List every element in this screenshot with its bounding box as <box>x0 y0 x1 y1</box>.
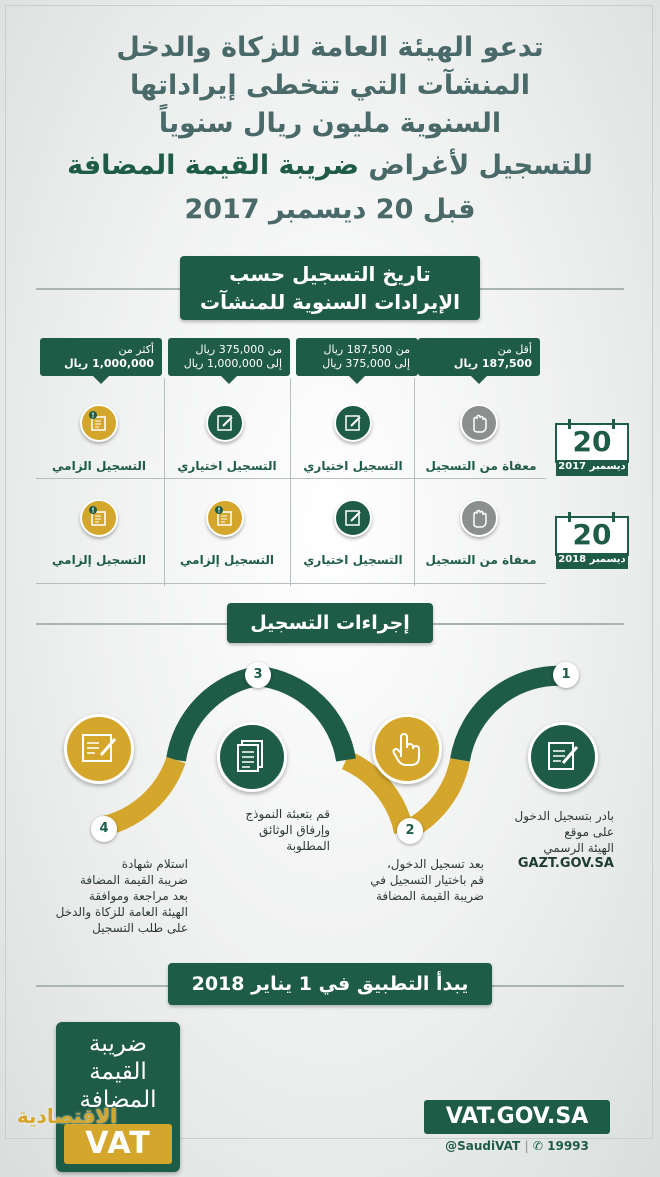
phone-number: 19993 <box>547 1139 589 1153</box>
column-header-3: من 375,000 ريال إلى 1,000,000 ريال <box>168 338 290 376</box>
calendar-month-year: ديسمبر 2018 <box>558 554 626 565</box>
cell-label: التسجيل اختياري <box>303 459 403 473</box>
calendar-icon-2017 <box>554 419 624 477</box>
cell-label: التسجيل إلزامي <box>52 553 146 567</box>
vat-logo <box>56 1022 180 1172</box>
edit-form-icon <box>334 404 372 442</box>
grid-divider <box>290 378 291 586</box>
headline-line-3: السنوية مليون ريال سنوياً <box>158 108 502 139</box>
step-number-4: 4 <box>91 816 117 842</box>
grid-divider <box>414 378 415 586</box>
cell-label: معفاة من التسجيل <box>425 459 537 473</box>
step-number-2: 2 <box>397 818 423 844</box>
cell-label: التسجيل الزامي <box>52 459 146 473</box>
cell-label: التسجيل اختياري <box>177 459 277 473</box>
edit-form-alert-icon <box>206 499 244 537</box>
step-1-text: بادر بتسجيل الدخول على موقع الهيئة الرسمي GAZT.GOV.SA <box>514 809 614 871</box>
column-header-4: أكثر من 1,000,000 ريال <box>40 338 162 376</box>
section1-title-line1: تاريخ التسجيل حسب <box>229 262 431 286</box>
logo-vat-badge: VAT <box>64 1124 172 1164</box>
headline-vat-highlight: ضريبة القيمة المضافة <box>67 150 359 181</box>
edit-form-icon <box>206 404 244 442</box>
logo-line-2: القيمة <box>89 1059 147 1085</box>
documents-icon <box>217 722 287 792</box>
section1-title-line2: الإيرادات السنوية للمنشآت <box>200 290 460 314</box>
cell-label: التسجيل اختياري <box>303 553 403 567</box>
section2-title: إجراءات التسجيل <box>227 603 433 643</box>
phone-icon: ✆ <box>532 1139 543 1153</box>
hand-stop-icon <box>460 499 498 537</box>
step-number-1: 1 <box>553 662 579 688</box>
twitter-handle[interactable]: @SaudiVAT <box>445 1139 521 1153</box>
logo-line-3: المضافة <box>79 1087 157 1113</box>
calendar-day: 20 <box>572 425 612 458</box>
certificate-icon <box>64 714 134 784</box>
headline-line-1: تدعو الهيئة العامة للزكاة والدخل <box>116 32 544 63</box>
cell-label: معفاة من التسجيل <box>425 553 537 567</box>
contact-row: @SaudiVAT | ✆ 19993 <box>445 1139 589 1153</box>
column-header-1: أقل من 187,500 ريال <box>418 338 540 376</box>
column-header-2: من 187,500 ريال إلى 375,000 ريال <box>296 338 418 376</box>
headline-line-2: المنشآت التي تتخطى إيراداتها <box>129 70 531 101</box>
calendar-month-year: ديسمبر 2017 <box>558 461 626 472</box>
headline-line-4-prefix: للتسجيل لأغراض <box>358 150 593 181</box>
hand-pointer-icon <box>372 714 442 784</box>
headline-deadline: قبل 20 ديسمبر 2017 <box>184 194 476 225</box>
step-3-text: قم بتعبئة النموذج وإرفاق الوثائق المطلوبة <box>245 807 330 853</box>
row-divider <box>36 478 546 479</box>
edit-form-icon <box>528 722 598 792</box>
step-4-text: استلام شهادة ضريبة القيمة المضافة بعد مراجعة وموافقة الهيئة العامة للزكاة والدخل على طلب التسجيل <box>55 857 188 935</box>
hand-stop-icon <box>460 404 498 442</box>
edit-form-alert-icon <box>80 404 118 442</box>
website-badge[interactable]: VAT.GOV.SA <box>424 1100 610 1134</box>
grid-divider <box>164 378 165 586</box>
section1-title <box>180 256 480 320</box>
row-divider <box>36 583 546 584</box>
watermark-text: الاقتصادية <box>16 1104 118 1128</box>
edit-form-alert-icon <box>80 499 118 537</box>
calendar-icon-2018 <box>554 512 624 570</box>
cell-label: التسجيل إلزامي <box>180 553 274 567</box>
logo-line-1: ضريبة <box>89 1031 147 1057</box>
calendar-day: 20 <box>572 518 612 551</box>
edit-form-icon <box>334 499 372 537</box>
headline-line-4 <box>40 146 620 186</box>
start-date-banner: يبدأ التطبيق في 1 يناير 2018 <box>168 963 492 1005</box>
step-2-text: بعد تسجيل الدخول، قم باختيار التسجيل في ضريبة القيمة المضافة <box>370 857 484 903</box>
step-number-3: 3 <box>245 662 271 688</box>
